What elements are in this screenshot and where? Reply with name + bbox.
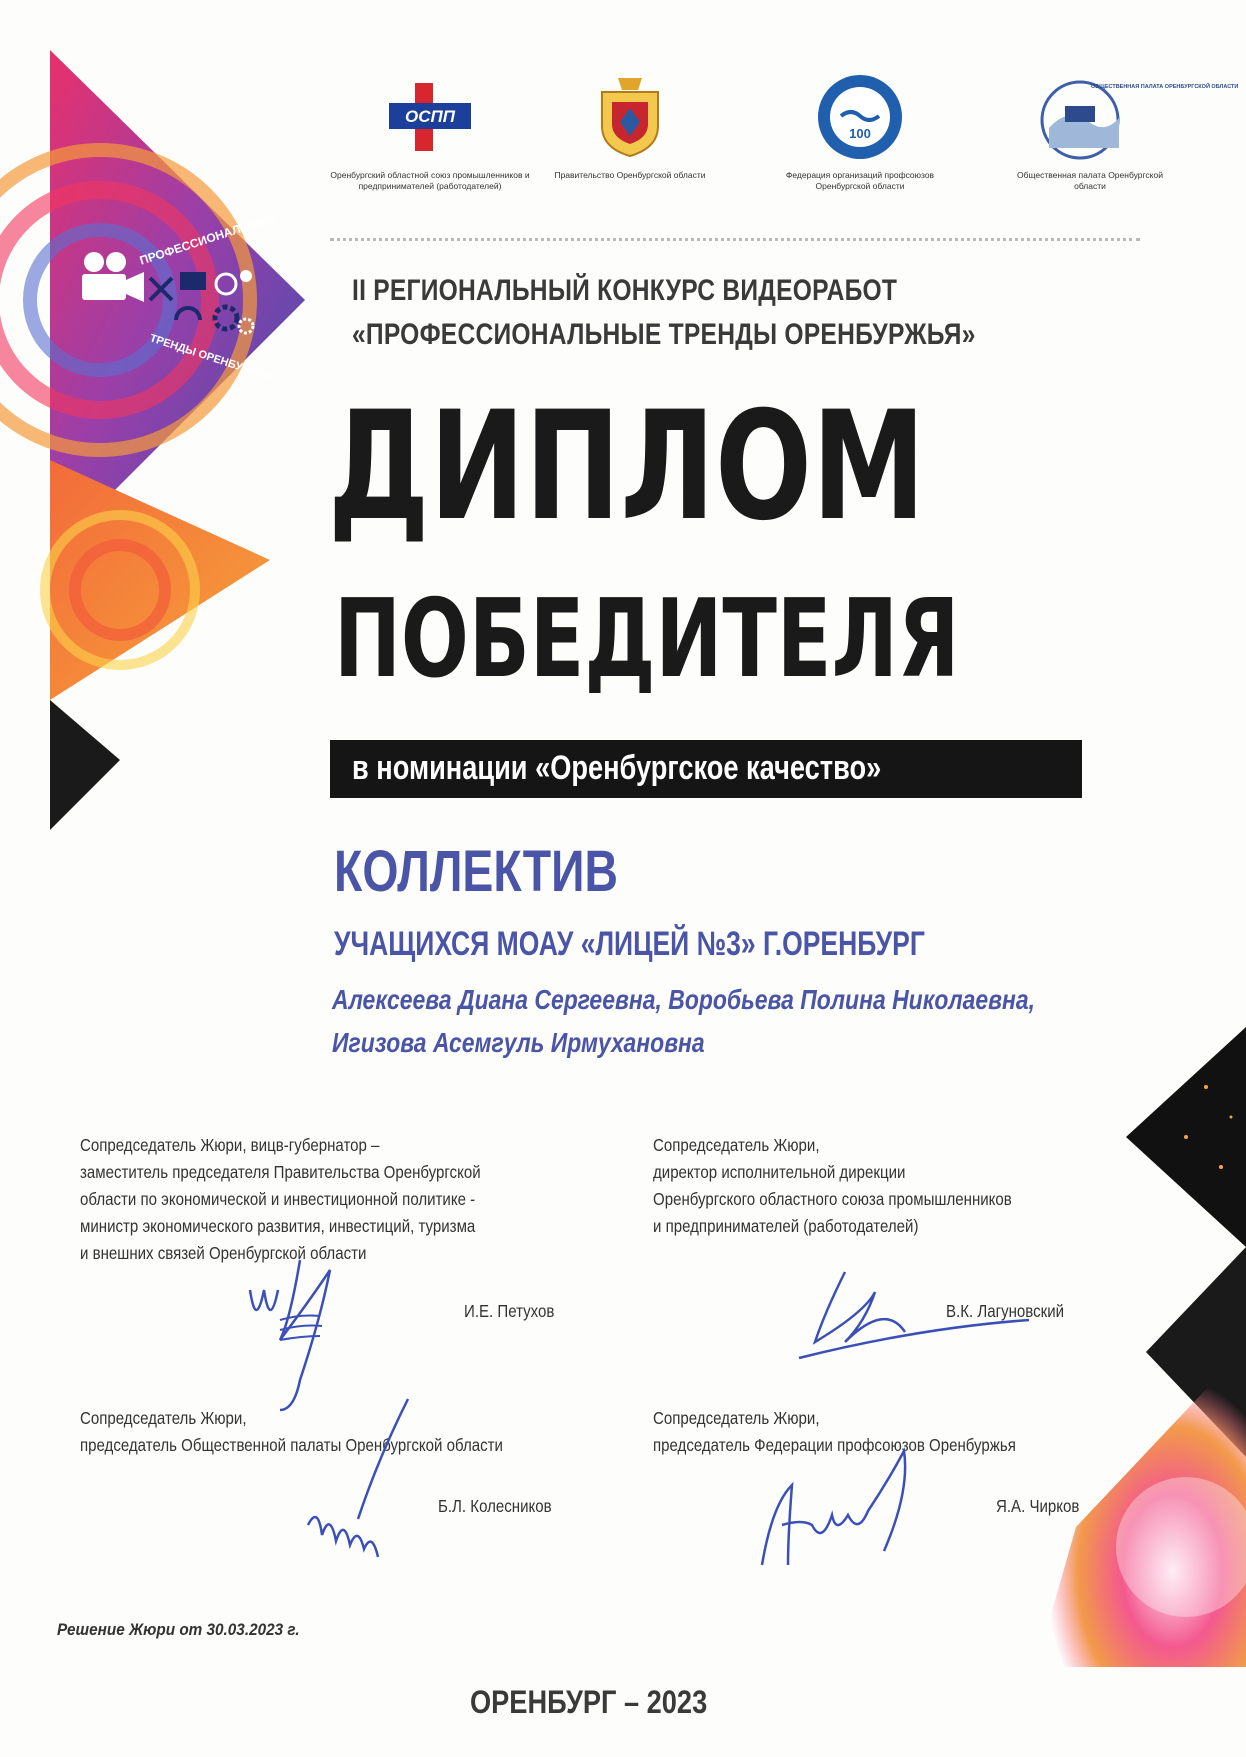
footer-city-year: ОРЕНБУРГ – 2023: [470, 1684, 708, 1720]
recipient-subheading: УЧАЩИХСЯ МОАУ «ЛИЦЕЙ №3» Г.ОРЕНБУРГ: [334, 925, 925, 963]
recipient-names-line2: Игизова Асемгуль Ирмухановна: [332, 1027, 705, 1058]
decorative-art-right: [1016, 1027, 1246, 1667]
nomination-text: в номинации «Оренбургское качество»: [352, 749, 882, 787]
logo-public-chamber: [1005, 72, 1239, 192]
logo-federation: [760, 72, 960, 192]
contest-title-line1: II РЕГИОНАЛЬНЫЙ КОНКУРС ВИДЕОРАБОТ: [352, 274, 898, 307]
winner-title: ПОБЕДИТЕЛЯ: [334, 577, 960, 702]
signature-3: [298, 1395, 428, 1575]
signatory-2-title: Сопредседатель Жюри, директор исполнительной дирекции Оренбургского областного союза промышленников и предпринимателей (работодателей): [653, 1135, 1012, 1236]
federation-caption: Федерация организаций профсоюзов Оренбургской области: [785, 170, 935, 191]
signatory-3-name: Б.Л. Колесников: [438, 1496, 552, 1516]
recipient-names-line1: Алексеева Диана Сергеевна, Воробьева Полина Николаевна,: [332, 984, 1036, 1015]
diploma-title: ДИПЛОМ: [328, 380, 926, 554]
profession-icons: [146, 268, 256, 338]
signatory-4-title: Сопредседатель Жюри, председатель Федерации профсоюзов Оренбуржья: [653, 1408, 1016, 1455]
ospp-caption: Оренбургский областной союз промышленников и предпринимателей (работодателей): [330, 170, 530, 191]
signatory-1-title: Сопредседатель Жюри, вицв-губернатор – заместитель председателя Правительства Оренбургской области по экономической и инвестиционной политике - министр экономического развития, инвестиций, туризма и внешних связей Оренбургской области: [80, 1135, 481, 1263]
dotted-divider: [330, 238, 1140, 241]
ospp-emblem-icon: [385, 81, 475, 153]
public-chamber-mark-text: ОБЩЕСТВЕННАЯ ПАЛАТА ОРЕНБУРГСКОЙ ОБЛАСТИ: [1091, 84, 1239, 90]
signatory-3-title: Сопредседатель Жюри, председатель Общественной палаты Оренбургской области: [80, 1408, 503, 1455]
contest-title-line2: «ПРОФЕССИОНАЛЬНЫЕ ТРЕНДЫ ОРЕНБУРЖЬЯ»: [352, 318, 976, 351]
federation-mark-text: 100: [849, 126, 871, 141]
coat-of-arms-icon: [590, 72, 670, 162]
jury-decision: Решение Жюри от 30.03.2023 г.: [57, 1620, 300, 1639]
decorative-art-left: [0, 0, 300, 840]
logo-coat-of-arms: [545, 72, 715, 181]
recipient-heading: КОЛЛЕКТИВ: [334, 839, 618, 904]
logo-ospp: [330, 72, 530, 192]
public-chamber-caption: Общественная палата Оренбургской области: [1017, 170, 1163, 191]
signatory-1-name: И.Е. Петухов: [464, 1301, 555, 1321]
federation-emblem-icon: [815, 72, 905, 162]
signatory-4-name: Я.А. Чирков: [996, 1496, 1080, 1516]
film-camera-icon: [78, 250, 148, 310]
emblem-text-line2: ТРЕНДЫ ОРЕНБУРЖЬЯ: [148, 332, 275, 384]
public-chamber-emblem-icon: [1035, 72, 1239, 162]
ospp-mark-text: ОСПП: [405, 107, 455, 126]
contest-emblem: [78, 210, 278, 384]
nomination-bar: [330, 740, 1082, 798]
coat-of-arms-caption: Правительство Оренбургской области: [554, 170, 706, 180]
signatory-2-name: В.К. Лагуновский: [946, 1301, 1065, 1321]
signature-2: [795, 1262, 1035, 1362]
signature-4: [752, 1455, 952, 1585]
emblem-text-line1: ПРОФЕССИОНАЛЬНЫЕ: [137, 210, 278, 268]
